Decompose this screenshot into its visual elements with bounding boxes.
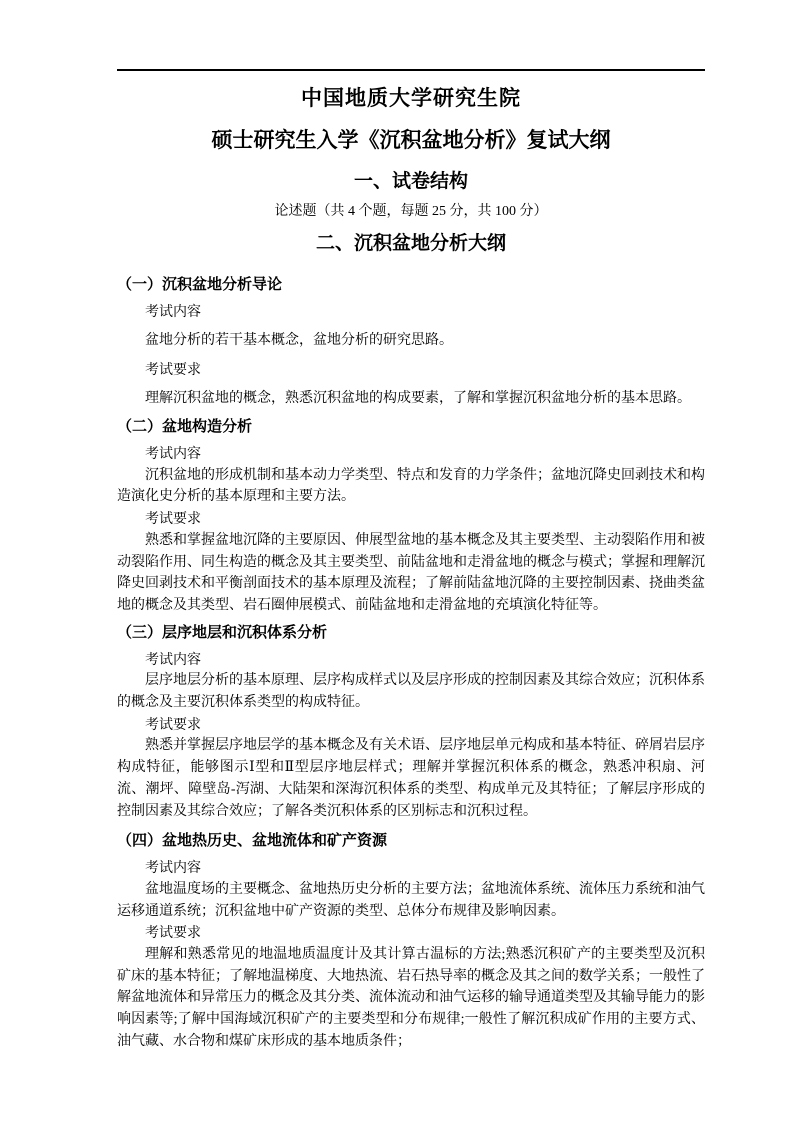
exam-content-label: 考试内容	[145, 650, 201, 667]
part1-heading: 一、试卷结构	[353, 171, 468, 192]
exam-content-label: 考试内容	[145, 445, 201, 461]
subsection-2-requirement: 熟悉和掌握盆地沉降的主要原因、伸展型盆地的基本概念及其主要类型、主动裂陷作用和被动裂陷作用、同生构造的概念及其主要类型、前陆盆地和走滑盆地的概念与模式；掌握和理解沉降史回剥技术和平衡剖面技术的基本原理及流程；了解前陆盆地沉降的主要控制因素、挠曲类盆地的概念及其类型、岩石圈伸展模式、前陆盆地和走滑盆地的充填演化特征等。	[117, 532, 705, 613]
subsection-4-heading: （四）盆地热历史、盆地流体和矿产资源	[117, 832, 388, 850]
subsection-3-requirement: 熟悉并掌握层序地层学的基本概念及有关术语、层序地层单元构成和基本特征、碎屑岩层序构成特征，能够图示Ⅰ型和Ⅱ型层序地层样式；理解并掌握沉积体系的概念，熟悉冲积扇、河流、潮坪、障壁岛-泻湖、大陆架和深海沉积体系的类型、构成单元及其特征；了解层序形成的控制因素及其综合效应；了解各类沉积体系的区别标志和沉积过程。	[117, 738, 705, 819]
subsection-4-body	[117, 857, 705, 1052]
header-rule	[117, 69, 705, 71]
subsection-1-requirement: 理解沉积盆地的概念，熟悉沉积盆地的构成要素，了解和掌握沉积盆地分析的基本思路。	[145, 391, 691, 406]
subsection-2-content: 沉积盆地的形成机制和基本动力学类型、特点和发育的力学条件；盆地沉降史回剥技术和构造演化史分析的基本原理和主要方法。	[117, 467, 705, 505]
part1-essay-structure: 论述题（共 4 个题，每题 25 分，共 100 分）	[274, 204, 548, 219]
exam-requirement-label: 考试要求	[145, 715, 201, 732]
subsection-3-body	[117, 649, 705, 823]
subsection-3-heading: （三）层序地层和沉积体系分析	[117, 623, 328, 641]
subsection-2-body	[117, 443, 705, 617]
exam-content-label: 考试内容	[145, 303, 201, 319]
exam-requirement-label: 考试要求	[145, 510, 201, 527]
subsection-3-content: 层序地层分析的基本原理、层序构成样式以及层序形成的控制因素及其综合效应；沉积体系的概念及主要沉积体系类型的构成特征。	[117, 673, 705, 711]
document-subtitle: 硕士研究生入学《沉积盆地分析》复试大纲	[211, 128, 611, 152]
subsection-2-heading: （二）盆地构造分析	[117, 418, 253, 435]
subsection-1-body	[117, 297, 705, 413]
subsection-4-requirement: 理解和熟悉常见的地温地质温度计及其计算古温标的方法;熟悉沉积矿产的主要类型及沉积矿床的基本特征；了解地温梯度、大地热流、岩石热导率的概念及其之间的数学关系；一般性了解盆地流体和异常压力的概念及其分类、流体流动和油气运移的输导通道类型及其输导能力的影响因素等;了解中国海域沉积矿产的主要类型和分布规律;一般性了解沉积成矿作用的主要方式、油气藏、水合物和煤矿床形成的基本地质条件；	[117, 947, 705, 1049]
subsection-1-content: 盆地分析的若干基本概念，盆地分析的研究思路。	[145, 333, 453, 348]
exam-requirement-label: 考试要求	[145, 924, 201, 941]
document-title: 中国地质大学研究生院	[301, 86, 521, 110]
exam-requirement-label: 考试要求	[145, 361, 201, 377]
part2-heading: 二、沉积盆地分析大纲	[315, 233, 506, 254]
subsection-4-content: 盆地温度场的主要概念、盆地热历史分析的主要方法；盆地流体系统、流体压力系统和油气运移通道系统；沉积盆地中矿产资源的类型、总体分布规律及影响因素。	[117, 881, 705, 919]
subsection-1-heading: （一）沉积盆地分析导论	[117, 276, 283, 293]
document-content	[117, 0, 705, 1053]
exam-content-label: 考试内容	[145, 859, 201, 876]
